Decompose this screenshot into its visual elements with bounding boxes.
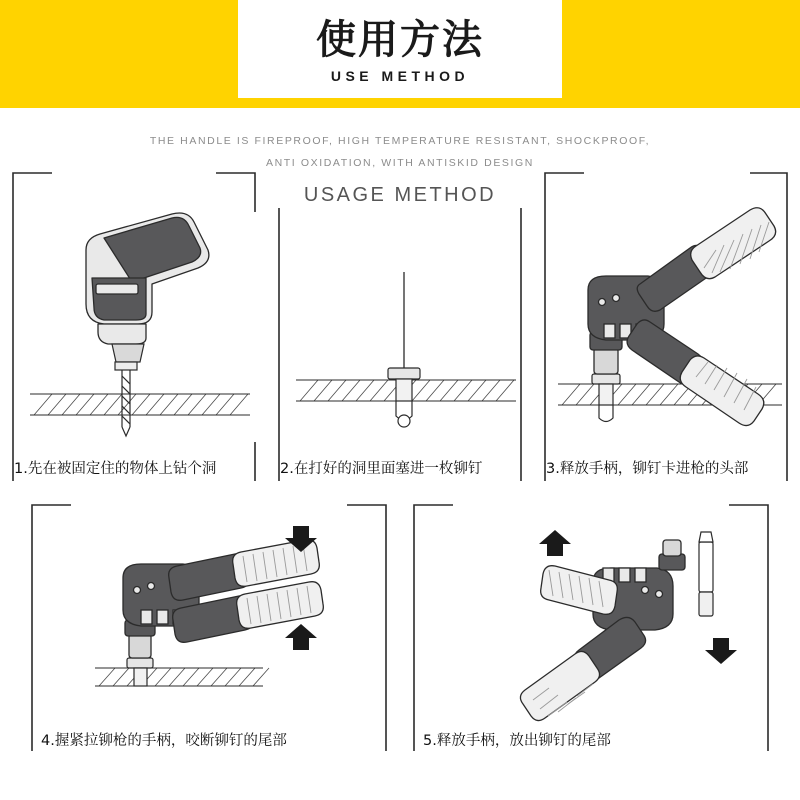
step-panel-1: [12, 172, 256, 482]
step-caption: 1.先在被固定住的物体上钻个洞: [14, 461, 217, 477]
drill-illustration: [12, 172, 256, 482]
rivet-in-hole-illustration: [278, 172, 522, 482]
feature-description: [0, 130, 800, 174]
steps-row-bottom: [0, 504, 800, 752]
header-accent-bar-right: [562, 0, 800, 98]
step-caption: 4.握紧拉铆枪的手柄，咬断铆钉的尾部: [41, 733, 287, 749]
arrow-up-icon: [285, 624, 317, 650]
step-caption: 3.释放手柄，铆钉卡进枪的头部: [546, 461, 749, 477]
feature-description-line-2: ANTI OXIDATION, WITH ANTISKID DESIGN: [265, 157, 534, 169]
rivet-gun-open-illustration: [544, 172, 788, 482]
rivet-gun-squeeze-illustration: [31, 504, 387, 752]
arrow-up-icon: [539, 530, 571, 556]
usage-method-label: USAGE METHOD: [303, 184, 497, 206]
step-panel-2: [278, 172, 522, 482]
step-panel-4: [31, 504, 387, 752]
page-header: [0, 0, 800, 108]
step-panel-3: [544, 172, 788, 482]
page-title: 使用方法: [316, 17, 484, 62]
header-title-block: [238, 0, 562, 98]
rivet-gun-release-illustration: [413, 504, 769, 752]
steps-row-top: [0, 172, 800, 482]
page-subtitle-en: USE METHOD: [330, 67, 470, 84]
feature-description-line-1: THE HANDLE IS FIREPROOF, HIGH TEMPERATURE RESISTANT, SHOCKPROOF,: [149, 135, 651, 147]
step-panel-5: [413, 504, 769, 752]
step-caption: 2.在打好的洞里面塞进一枚铆钉: [280, 461, 483, 477]
step-caption: 5.释放手柄，放出铆钉的尾部: [423, 733, 611, 749]
header-accent-underline: [0, 98, 800, 108]
header-accent-bar-left: [0, 0, 238, 98]
arrow-down-icon: [705, 638, 737, 664]
steps-grid: [0, 172, 800, 752]
